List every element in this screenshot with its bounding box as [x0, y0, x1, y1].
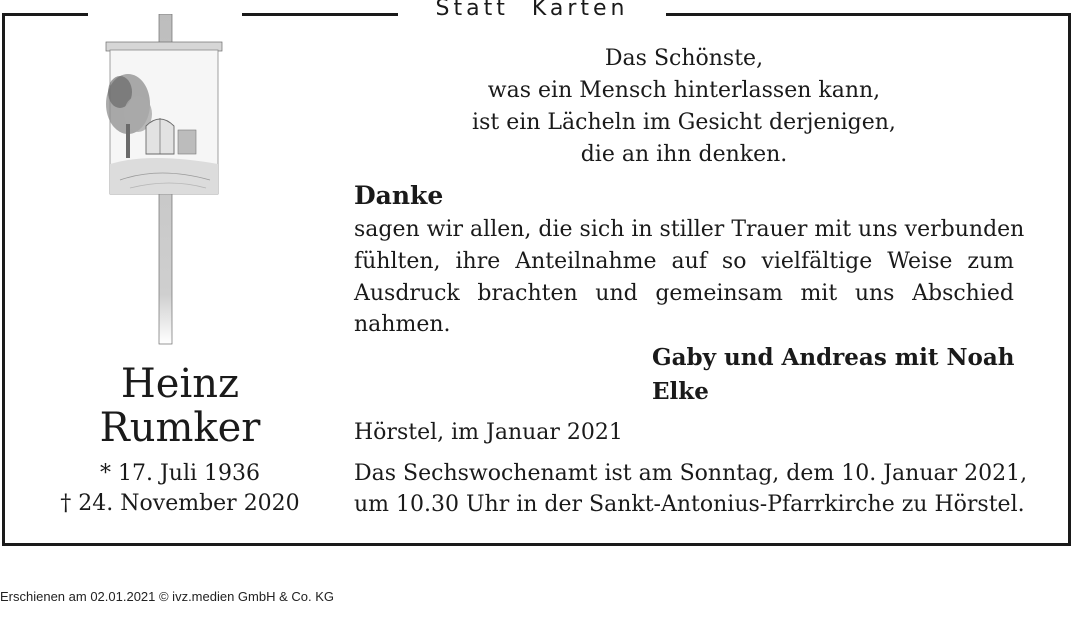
verse-line: Das Schönste,: [604, 46, 764, 71]
place-and-date: Hörstel, im Januar 2021: [354, 420, 623, 445]
header-title: Statt Karten: [435, 0, 629, 21]
thanks-text-line: fühlten, ihre Anteilnahme auf so vielfältige Weise zum: [354, 249, 1014, 274]
signature-line: Gaby und Andreas mit Noah: [652, 344, 1015, 371]
deceased-first-name: Heinz: [120, 361, 240, 407]
death-date: † 24. November 2020: [60, 491, 300, 516]
publication-footer: Erschienen am 02.01.2021 © ivz.medien GmbH & Co. KG: [0, 589, 335, 604]
verse-line: die an ihn denken.: [580, 142, 788, 167]
service-info-line: um 10.30 Uhr in der Sankt-Antonius-Pfarrkirche zu Hörstel.: [354, 492, 1025, 517]
birth-date: * 17. Juli 1936: [99, 461, 260, 486]
thanks-text-line: sagen wir allen, die sich in stiller Trauer mit uns verbunden: [354, 217, 1025, 242]
verse-line: ist ein Lächeln im Gesicht derjenigen,: [472, 110, 896, 135]
signature-line: Elke: [652, 378, 709, 405]
cross-illustration: [90, 14, 240, 354]
deceased-last-name: Rumker: [99, 405, 261, 451]
landscape-vignette: [106, 50, 218, 194]
service-info-line: Das Sechswochenamt ist am Sonntag, dem 10. Januar 2021,: [354, 461, 1028, 486]
thanks-text-line: nahmen.: [354, 312, 451, 337]
thanks-text-line: Ausdruck brachten und gemeinsam mit uns Abschied: [354, 281, 1014, 306]
verse-line: was ein Mensch hinterlassen kann,: [487, 78, 881, 103]
thanks-heading: Danke: [354, 181, 444, 210]
